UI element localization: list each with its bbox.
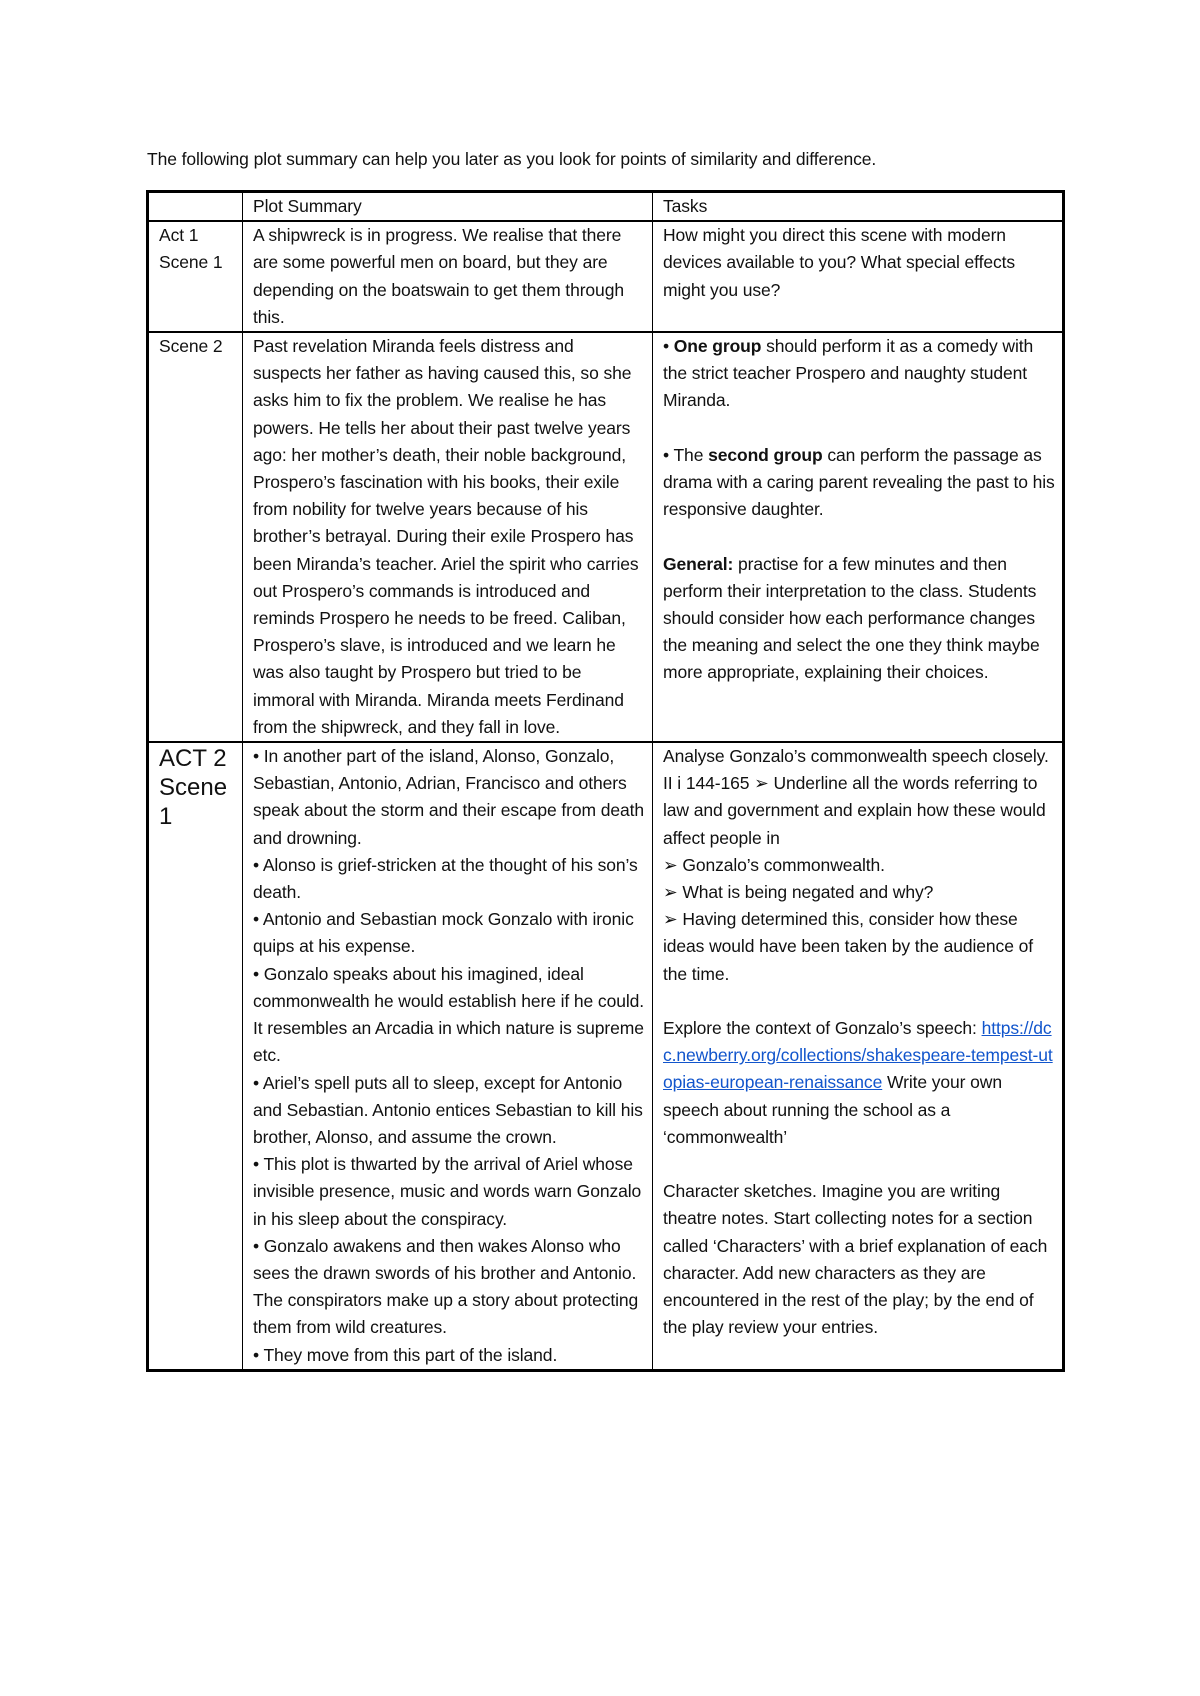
list-item: • Ariel’s spell puts all to sleep, except for Antonio and Sebastian. Antonio entices Sebastian to kill his brother, Alonso, and assume the crown. — [253, 1072, 643, 1147]
row-label-large: ACT 2 Scene 1 — [159, 745, 228, 831]
plot-summary-cell — [243, 742, 653, 1370]
table-row — [148, 742, 1064, 1370]
table-row — [148, 221, 1064, 332]
list-item: • This plot is thwarted by the arrival of Ariel whose invisible presence, music and words warn Gonzalo in his sleep about the conspiracy. — [253, 1154, 642, 1229]
task-paragraph: General: practise for a few minutes and then perform their interpretation to the class. Students should consider how each performance changes the meaning and select the one they think maybe more appropriate, explaining their choices. — [663, 553, 1040, 683]
bold-text: General: — [663, 553, 734, 574]
task-arrow-item: ➢ Gonzalo’s commonwealth. — [663, 854, 885, 875]
task-paragraph: Character sketches. Imagine you are writing theatre notes. Start collecting notes for a section called ‘Characters’ with a brief explanation of each character. Add new characters as they are encountered in the rest of the play; by the end of the play review your entries. — [663, 1181, 1048, 1338]
row-label-line: Scene 1 — [159, 252, 223, 273]
task-paragraph: • The second group can perform the passage as drama with a caring parent revealing the past to his responsive daughter. — [663, 444, 1055, 520]
row-label-act1-scene1 — [148, 221, 243, 332]
row-label-act2-scene1 — [148, 742, 243, 1370]
list-item: • In another part of the island, Alonso, Gonzalo, Sebastian, Antonio, Adrian, Francisco and others speak about the storm and their escape from death and drowning. — [253, 746, 645, 848]
header-empty-cell — [148, 192, 243, 222]
task-arrow-item: ➢ Having determined this, consider how these ideas would have been taken by the audience of the time. — [663, 909, 1033, 984]
intro-text: The following plot summary can help you later as you look for points of similarity and difference. — [147, 149, 877, 169]
task-paragraph: Explore the context of Gonzalo’s speech: https://dcc.newberry.org/collections/shakespeare-tempest-utopias-european-renaissance Write your own speech about running the school as a ‘commonwealth’ — [663, 1018, 1053, 1147]
newberry-link[interactable]: https://dcc.newberry.org/collections/shakespeare-tempest-utopias-european-renaissance — [663, 1018, 1053, 1093]
plot-summary-cell: A shipwreck is in progress. We realise that there are some powerful men on board, but they are depending on the boatswain to get them through this. — [243, 221, 653, 332]
list-item: • They move from this part of the island. — [253, 1344, 558, 1365]
list-item: • Gonzalo awakens and then wakes Alonso who sees the drawn swords of his brother and Antonio. The conspirators make up a story about protecting them from wild creatures. — [253, 1235, 639, 1338]
list-item: • Gonzalo speaks about his imagined, ideal commonwealth he would establish here if he could. It resembles an Arcadia in which nature is supreme etc. — [253, 963, 645, 1066]
plot-summary-cell: Past revelation Miranda feels distress and suspects her father as having caused this, so she asks him to fix the problem. We realise he has powers. He tells her about their past twelve years ago: her mother’s death, their noble background, Prospero’s fascination with his books, their exile from nobility for twelve years because of his brother’s betrayal. During their exile Prospero has been Miranda’s teacher. Ariel the spirit who carries out Prospero’s commands is introduced and reminds Prospero he needs to be freed. Caliban, Prospero’s slave, is introduced and we learn he was also taught by Prospero but tried to be immoral with Miranda. Miranda meets Ferdinand from the shipwreck, and they fall in love. — [243, 332, 653, 742]
plot-summary-table — [146, 190, 1065, 1372]
task-paragraph: II i 144-165 ➢ Underline all the words referring to law and government and explain how these would affect people in — [663, 773, 1046, 848]
table-header-row — [148, 192, 1064, 222]
header-plot-summary: Plot Summary — [243, 192, 653, 222]
task-arrow-item: ➢ What is being negated and why? — [663, 882, 934, 903]
table-row — [148, 332, 1064, 742]
task-cell — [653, 742, 1064, 1370]
bold-text: second group — [708, 444, 823, 465]
list-item: • Antonio and Sebastian mock Gonzalo with ironic quips at his expense. — [253, 909, 634, 957]
task-cell — [653, 332, 1064, 742]
task-paragraph: • One group should perform it as a comedy with the strict teacher Prospero and naughty student Miranda. — [663, 336, 1034, 411]
header-tasks: Tasks — [653, 192, 1064, 222]
bold-text: One group — [673, 336, 762, 357]
list-item: • Alonso is grief-stricken at the thought of his son’s death. — [253, 854, 638, 903]
task-paragraph: Analyse Gonzalo’s commonwealth speech closely. — [663, 746, 1049, 767]
row-label-line: Act 1 — [159, 225, 199, 246]
task-cell: How might you direct this scene with modern devices available to you? What special effects might you use? — [653, 221, 1064, 332]
row-label-scene2: Scene 2 — [148, 332, 243, 742]
